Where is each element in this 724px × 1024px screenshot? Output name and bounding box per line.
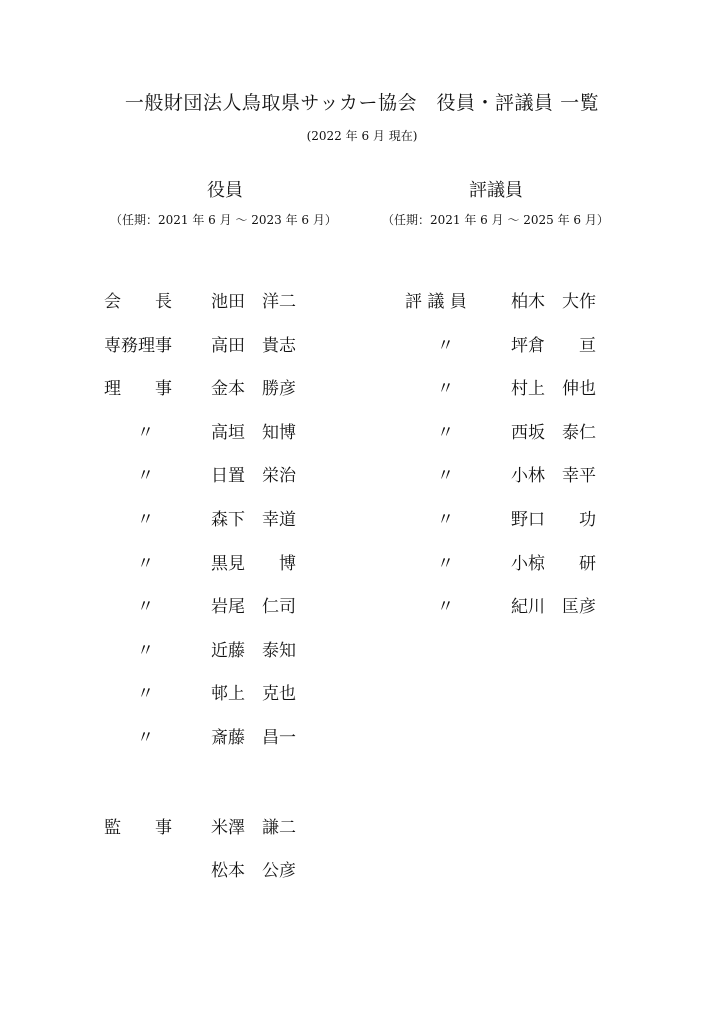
role-label: 〃 <box>437 422 454 443</box>
person-name: 村上 伸也 <box>511 379 596 400</box>
role-label: 会 長 <box>104 292 172 312</box>
person-name: 高田 貴志 <box>211 335 296 356</box>
role-label: 専務理事 <box>104 335 172 356</box>
person-name: 高垣 知博 <box>211 422 296 443</box>
person-name: 日置 栄治 <box>211 466 296 487</box>
person-name: 黒見 博 <box>211 553 296 574</box>
person-name: 野口 功 <box>511 510 596 530</box>
person-name: 柏木 大作 <box>511 292 596 312</box>
role-label: 〃 <box>137 597 154 618</box>
role-label: 〃 <box>437 335 454 356</box>
role-label: 評 議 員 <box>405 292 467 312</box>
role-label: 〃 <box>137 466 154 487</box>
person-name: 紀川 匡彦 <box>511 597 596 618</box>
role-label: 〃 <box>137 728 154 748</box>
officers-heading: 役員 <box>207 180 243 201</box>
person-name: 坪倉 亘 <box>511 335 596 356</box>
councilors-term: （任期：2021 年 6 月 ～ 2025 年 6 月） <box>382 213 609 227</box>
person-name: 金本 勝彦 <box>211 379 296 400</box>
person-name: 森下 幸道 <box>211 510 296 530</box>
person-name: 小林 幸平 <box>511 466 596 487</box>
person-name: 邨上 克也 <box>211 684 296 705</box>
person-name: 岩尾 仁司 <box>211 597 296 618</box>
person-name: 池田 洋二 <box>211 292 296 312</box>
role-label: 〃 <box>437 553 454 574</box>
councilors-heading: 評議員 <box>469 180 523 201</box>
person-name: 近藤 泰知 <box>211 640 296 661</box>
officers-term: （任期：2021 年 6 月 ～ 2023 年 6 月） <box>110 213 337 227</box>
as-of-date: (2022 年 6 月 現在) <box>306 129 418 143</box>
role-label: 〃 <box>137 422 154 443</box>
document-title: 一般財団法人鳥取県サッカー協会 役員・評議員 一覧 <box>124 92 600 114</box>
role-label: 〃 <box>437 379 454 400</box>
role-label: 〃 <box>437 466 454 487</box>
role-label: 〃 <box>137 510 154 530</box>
role-label: 〃 <box>137 640 154 661</box>
role-label: 〃 <box>437 510 454 530</box>
person-name: 小椋 研 <box>511 553 596 574</box>
role-label: 〃 <box>137 553 154 574</box>
role-label: 〃 <box>137 684 154 705</box>
person-name: 松本 公彦 <box>211 861 296 881</box>
person-name: 西坂 泰仁 <box>511 422 596 443</box>
person-name: 米澤 謙二 <box>211 818 296 838</box>
role-label: 理 事 <box>104 379 172 400</box>
role-label: 監 事 <box>104 818 172 838</box>
person-name: 斎藤 昌一 <box>211 728 296 748</box>
role-label: 〃 <box>437 597 454 618</box>
